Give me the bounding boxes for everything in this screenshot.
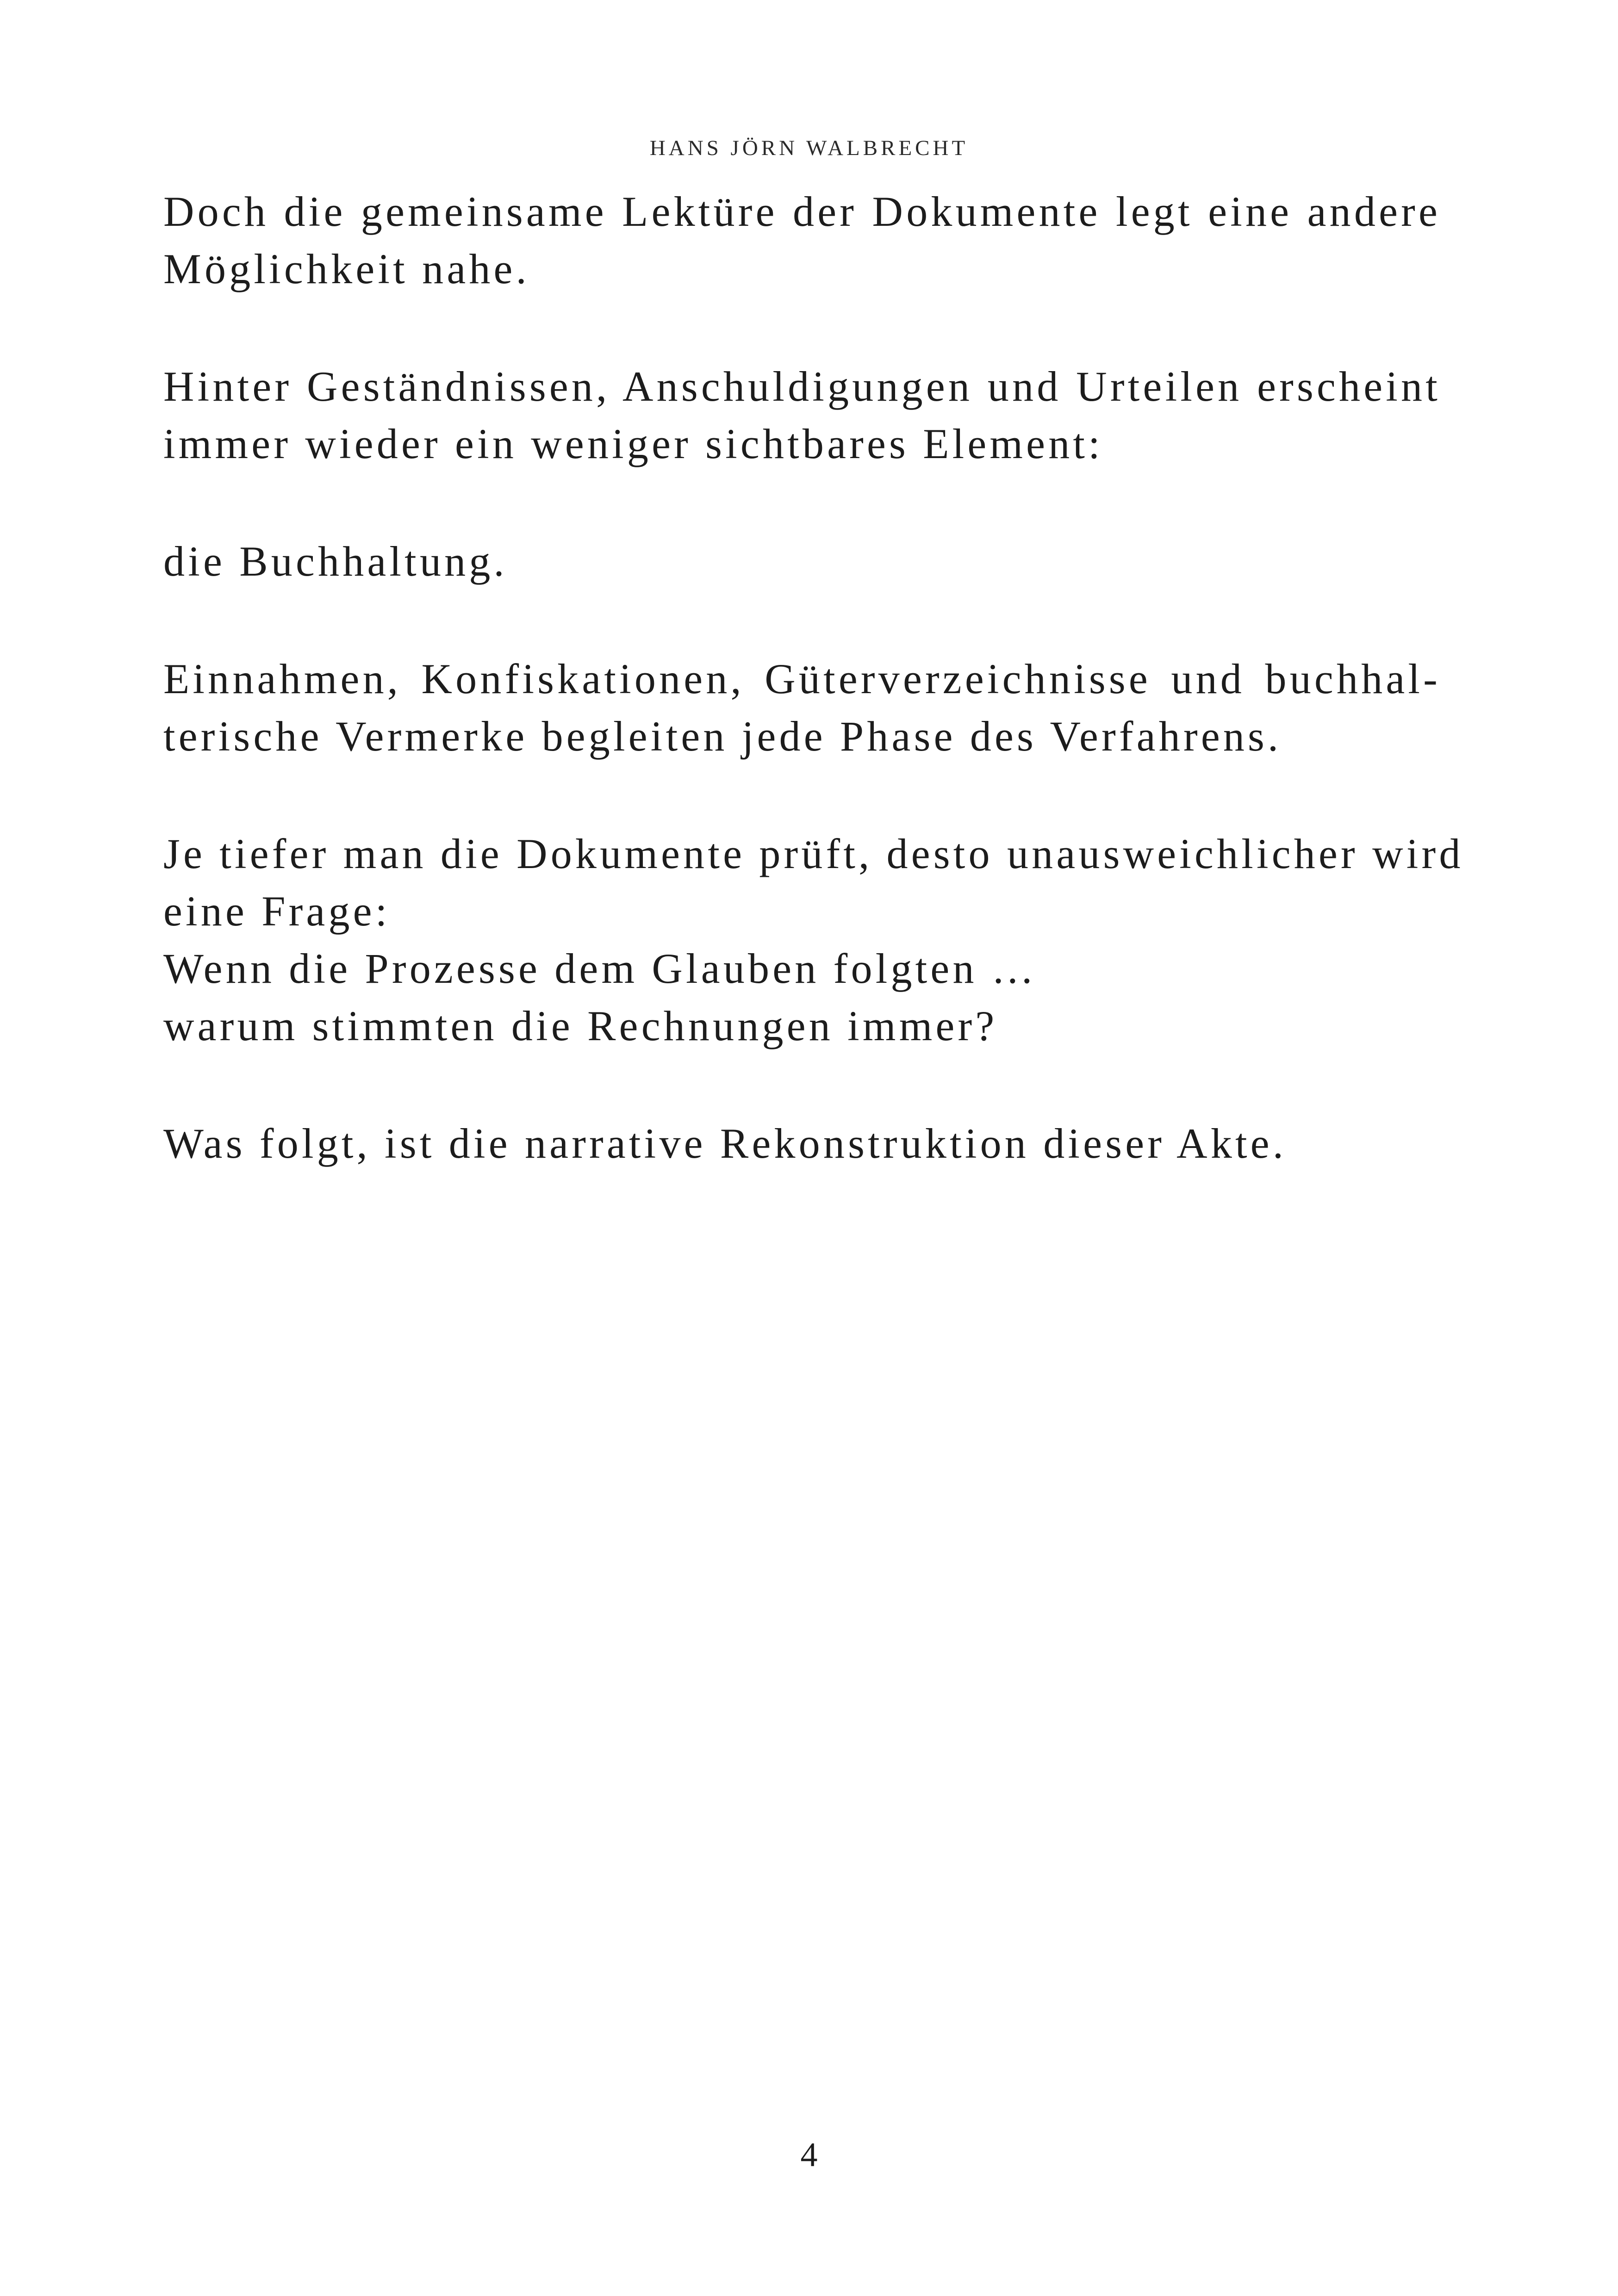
paragraph-6-line-1: Was folgt, ist die narrative Rekonstruktion dieser Akte.	[163, 1120, 1287, 1167]
paragraph-spacer	[163, 472, 1450, 533]
paragraph-spacer	[163, 590, 1450, 650]
body-text	[163, 183, 1464, 1172]
paragraph-5-line-1: Je tiefer man die Dokumente prüft, desto unausweichlicher wird	[163, 830, 1464, 877]
paragraph-spacer	[163, 298, 1450, 358]
running-header-author: HANS JÖRN WALBRECHT	[649, 136, 969, 160]
page-number: 4	[800, 2136, 818, 2174]
paragraph-spacer	[163, 765, 1450, 825]
paragraph-2-line-1: Hinter Geständnissen, Anschuldigungen und Urteilen erscheint	[163, 363, 1441, 410]
paragraph-5-line-4: warum stimmten die Rechnungen immer?	[163, 1002, 998, 1049]
paragraph-1-line-2: Möglichkeit nahe.	[163, 245, 530, 292]
paragraph-4-line-1: Einnahmen, Konfiskationen, Güterverzeichnisse und buchhal-	[163, 655, 1441, 702]
paragraph-5-line-2: eine Frage:	[163, 887, 391, 935]
paragraph-3-line-1: die Buchhaltung.	[163, 538, 508, 585]
paragraph-spacer	[163, 1055, 1450, 1115]
paragraph-5-line-3: Wenn die Prozesse dem Glauben folgten …	[163, 945, 1038, 992]
paragraph-1-line-1: Doch die gemeinsame Lektüre der Dokumente legt eine andere	[163, 188, 1441, 235]
paragraph-2-line-2: immer wieder ein weniger sichtbares Element:	[163, 420, 1103, 467]
paragraph-4-line-2: terische Vermerke begleiten jede Phase des Verfahrens.	[163, 713, 1282, 760]
